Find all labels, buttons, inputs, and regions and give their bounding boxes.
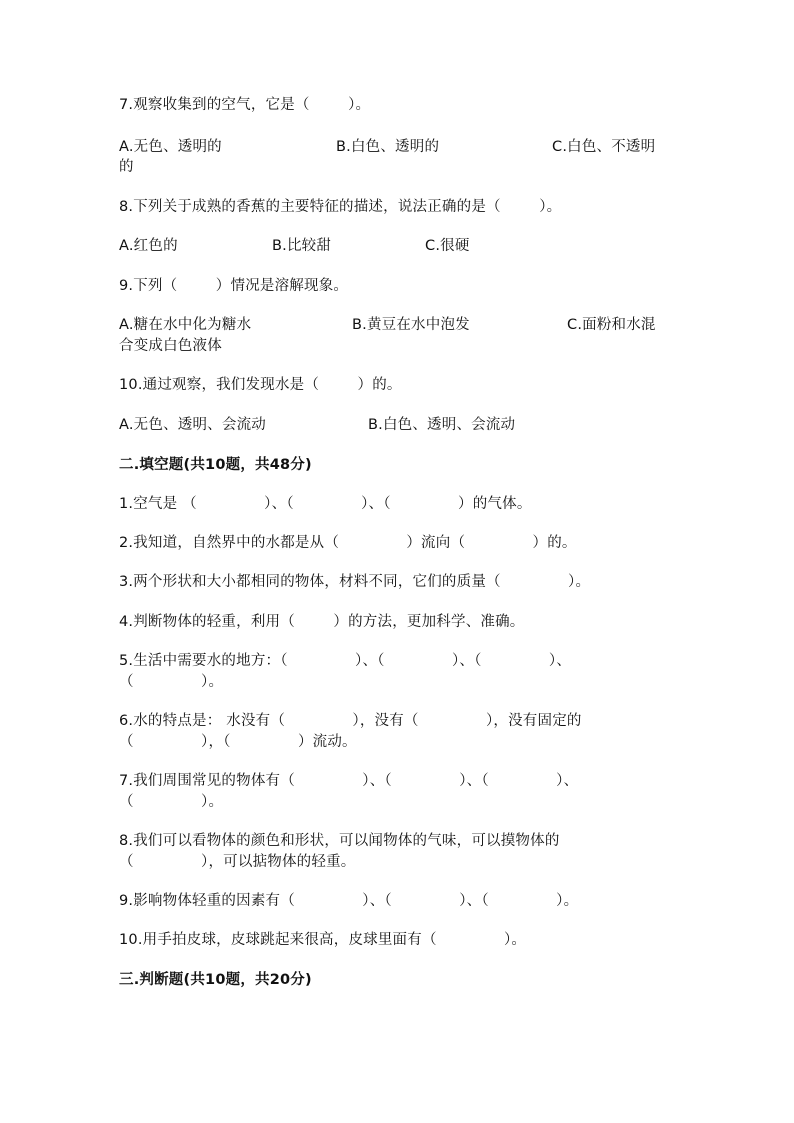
q7-option-c-wrap: 的 [119, 159, 134, 175]
q9-option-b: B.黄豆在水中泡发 [352, 317, 470, 333]
q8-option-a: A.红色的 [119, 238, 178, 254]
fill-item-6: 6.水的特点是： 水没有（ ），没有（ ），没有固定的 [119, 713, 582, 729]
q10-stem: 10.通过观察，我们发现水是（ ）的。 [119, 377, 402, 393]
fill-item-8: 8.我们可以看物体的颜色和形状，可以闻物体的气味，可以摸物体的 [119, 833, 560, 849]
q10-option-a: A.无色、透明、会流动 [119, 417, 266, 433]
fill-section-heading: 二.填空题(共10题，共48分) [119, 457, 312, 473]
fill-item-8-cont: （ ），可以掂物体的轻重。 [119, 854, 356, 870]
q10-option-b: B.白色、透明、会流动 [368, 417, 516, 433]
fill-item-5-cont: （ ）。 [119, 674, 224, 690]
q8-option-b: B.比较甜 [272, 238, 332, 254]
fill-item-3: 3.两个形状和大小都相同的物体，材料不同，它们的质量（ ）。 [119, 574, 591, 590]
fill-item-1: 1.空气是 （ ）、（ ）、（ ）的气体。 [119, 496, 532, 512]
q7-option-c: C.白色、不透明 [552, 139, 656, 155]
q8-option-c: C.很硬 [425, 238, 470, 254]
q7-stem: 7.观察收集到的空气，它是（ ）。 [119, 97, 371, 113]
fill-item-9: 9.影响物体轻重的因素有（ ）、（ ）、（ ）。 [119, 893, 579, 909]
fill-item-10: 10.用手拍皮球，皮球跳起来很高，皮球里面有（ ）。 [119, 932, 527, 948]
fill-item-7: 7.我们周围常见的物体有（ ）、（ ）、（ ）、 [119, 773, 579, 789]
q7-option-a: A.无色、透明的 [119, 139, 222, 155]
judge-section-heading: 三.判断题(共10题，共20分) [119, 972, 312, 988]
q7-option-b: B.白色、透明的 [336, 139, 440, 155]
q9-option-c-wrap: 合变成白色液体 [119, 338, 222, 354]
q9-option-c: C.面粉和水混 [567, 317, 656, 333]
q9-stem: 9.下列（ ）情况是溶解现象。 [119, 278, 349, 294]
q9-option-a: A.糖在水中化为糖水 [119, 317, 252, 333]
fill-item-6-cont: （ ），（ ）流动。 [119, 734, 357, 750]
q8-stem: 8.下列关于成熟的香蕉的主要特征的描述，说法正确的是（ ）。 [119, 199, 562, 215]
fill-item-4: 4.判断物体的轻重，利用（ ）的方法，更加科学、准确。 [119, 614, 525, 630]
fill-item-2: 2.我知道，自然界中的水都是从（ ）流向（ ）的。 [119, 535, 577, 551]
fill-item-5: 5.生活中需要水的地方：（ ）、（ ）、（ ）、 [119, 653, 572, 669]
fill-item-7-cont: （ ）。 [119, 794, 224, 810]
